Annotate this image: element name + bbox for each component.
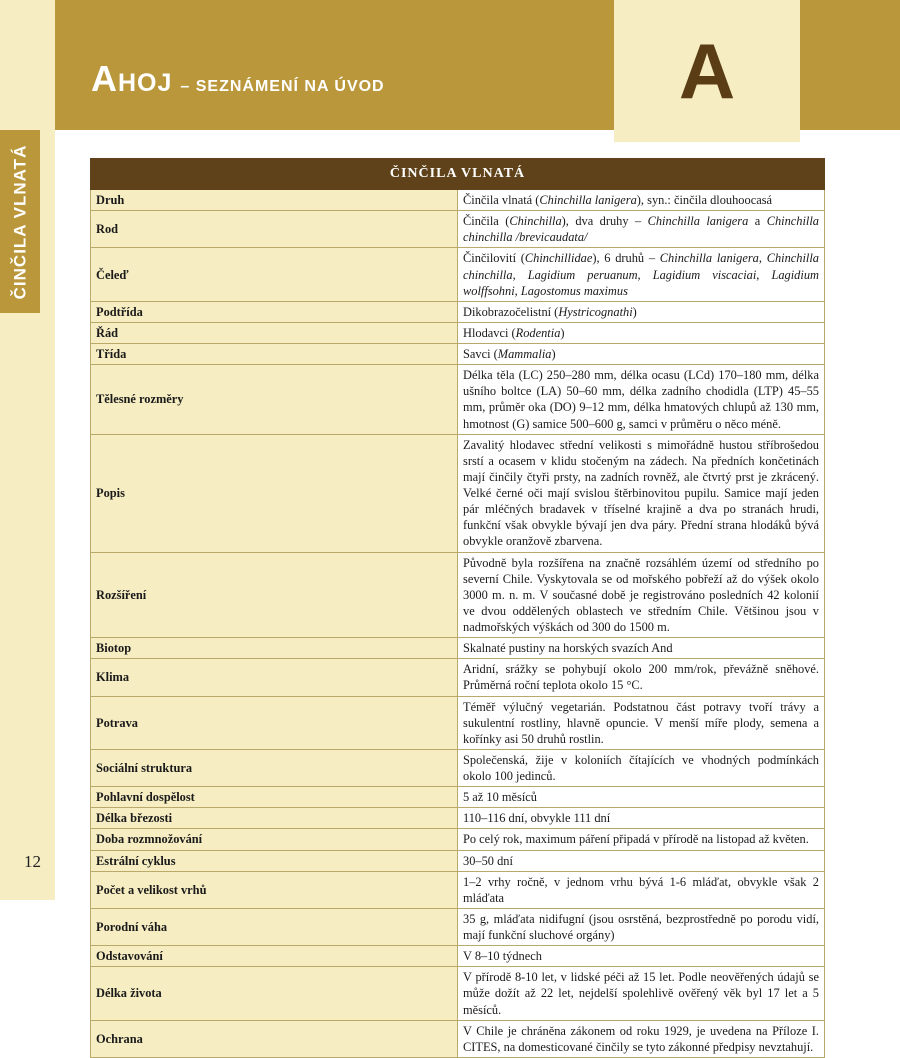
table-row bbox=[91, 908, 825, 945]
table-row bbox=[91, 946, 825, 967]
row-label: Ochrana bbox=[91, 1020, 458, 1057]
row-value: Společenská, žije v koloniích čítajících ve vhodných podmínkách okolo 100 jedinců. bbox=[458, 749, 825, 786]
row-label: Sociální struktura bbox=[91, 749, 458, 786]
row-label: Popis bbox=[91, 434, 458, 552]
row-value: Dikobrazočelistní (Hystricognathi) bbox=[458, 301, 825, 322]
table-row bbox=[91, 871, 825, 908]
table-row bbox=[91, 190, 825, 211]
chapter-letter-box bbox=[614, 0, 800, 142]
table-row bbox=[91, 434, 825, 552]
row-label: Třída bbox=[91, 344, 458, 365]
row-label: Klima bbox=[91, 659, 458, 696]
row-label: Druh bbox=[91, 190, 458, 211]
row-label: Řád bbox=[91, 322, 458, 343]
table-row bbox=[91, 808, 825, 829]
species-info-table bbox=[90, 158, 825, 1058]
row-label: Biotop bbox=[91, 638, 458, 659]
row-value: Aridní, srážky se pohybují okolo 200 mm/rok, převážně sněhové. Průměrná roční teplota okolo 15 °C. bbox=[458, 659, 825, 696]
page-title-sub: – SEZNÁMENÍ NA ÚVOD bbox=[180, 78, 385, 95]
row-label: Potrava bbox=[91, 696, 458, 749]
row-label: Porodní váha bbox=[91, 908, 458, 945]
page-title bbox=[91, 58, 385, 100]
row-value: 1–2 vrhy ročně, v jednom vrhu bývá 1-6 mláďat, obvykle však 2 mláďata bbox=[458, 871, 825, 908]
table-row bbox=[91, 787, 825, 808]
row-value: 110–116 dní, obvykle 111 dní bbox=[458, 808, 825, 829]
row-value: Činčila vlnatá (Chinchilla lanigera), syn.: činčila dlouhoocasá bbox=[458, 190, 825, 211]
row-value: Hlodavci (Rodentia) bbox=[458, 322, 825, 343]
table-row bbox=[91, 322, 825, 343]
side-chapter-tab bbox=[0, 130, 40, 313]
row-value: Po celý rok, maximum páření připadá v přírodě na listopad až květen. bbox=[458, 829, 825, 850]
row-label: Podtřída bbox=[91, 301, 458, 322]
table-row bbox=[91, 365, 825, 435]
row-value: Původně byla rozšířena na značně rozsáhlém území od středního po severní Chile. Vyskytovala se od mořského pobřeží až do výšek okolo 3000 m. n. m. V současné době je registrováno posledních 42 kolonií ve dvou oddělených oblastech ve středním Chile. Většinou jsou v nadmořských výškách od 300 do 1500 m. bbox=[458, 552, 825, 638]
row-label: Rozšíření bbox=[91, 552, 458, 638]
row-label: Pohlavní dospělost bbox=[91, 787, 458, 808]
table-row bbox=[91, 1020, 825, 1057]
table-row bbox=[91, 659, 825, 696]
page-title-main: Ahoj bbox=[91, 58, 173, 99]
table-row bbox=[91, 552, 825, 638]
chapter-letter: A bbox=[678, 27, 736, 115]
table-row bbox=[91, 638, 825, 659]
row-label: Odstavování bbox=[91, 946, 458, 967]
table-row bbox=[91, 248, 825, 301]
row-value: Délka těla (LC) 250–280 mm, délka ocasu (LCd) 170–180 mm, délka ušního boltce (LA) 50–60 mm, délka zadního chodidla (LTP) 45–55 mm, průměr oka (DO) 9–12 mm, délka hmatových chlupů až 130 mm, hmotnost (G) samice 500–600 g, samci v průměru o něco méně. bbox=[458, 365, 825, 435]
row-value: 35 g, mláďata nidifugní (jsou osrstěná, bezprostředně po porodu vidí, mají funkční sluchové orgány) bbox=[458, 908, 825, 945]
row-value: Činčila (Chinchilla), dva druhy – Chinchilla lanigera a Chinchilla chinchilla /brevicaudata/ bbox=[458, 211, 825, 248]
row-label: Délka březosti bbox=[91, 808, 458, 829]
row-label: Čeleď bbox=[91, 248, 458, 301]
table-title: ČINČILA VLNATÁ bbox=[91, 159, 825, 190]
row-value: 30–50 dní bbox=[458, 850, 825, 871]
row-value: V přírodě 8-10 let, v lidské péči až 15 let. Podle neověřených údajů se může dožít až 22 let, nejdelší spolehlivě ověřený věk byl 17 let a 5 měsíců. bbox=[458, 967, 825, 1020]
table-row bbox=[91, 749, 825, 786]
row-value: Činčilovití (Chinchillidae), 6 druhů – Chinchilla lanigera, Chinchilla chinchilla, Lagidium peruanum, Lagidium viscaciai, Lagidium wolffsohni, Lagostomus maximus bbox=[458, 248, 825, 301]
row-label: Délka života bbox=[91, 967, 458, 1020]
row-label: Tělesné rozměry bbox=[91, 365, 458, 435]
row-value: Zavalitý hlodavec střední velikosti s mimořádně hustou stříbrošedou srstí a ocasem v klidu stočeným na zádech. Na předních končetinách mají činčily čtyři prsty, na zadních rovněž, ale čtvrtý prst je zkrácený. Velké černé oči mají svislou štěrbinovitou pupilu. Samice mají jeden pár mléčných bradavek v tříselné krajině a dva po stranách hrudi, funkční však obvykle bývají jen dva páry. Přední strana hlodáků bývá obvykle oranžově zbarvena. bbox=[458, 434, 825, 552]
table-header-row bbox=[91, 159, 825, 190]
row-value: Téměř výlučný vegetarián. Podstatnou část potravy tvoří trávy a sukulentní rostliny, hlavně opuncie. V menší míře plody, semena a kořínky asi 50 druhů rostlin. bbox=[458, 696, 825, 749]
page-number: 12 bbox=[24, 852, 41, 871]
table-row bbox=[91, 211, 825, 248]
table-row bbox=[91, 829, 825, 850]
table-row bbox=[91, 850, 825, 871]
row-label: Počet a velikost vrhů bbox=[91, 871, 458, 908]
table-row bbox=[91, 967, 825, 1020]
row-value: Skalnaté pustiny na horských svazích And bbox=[458, 638, 825, 659]
row-label: Doba rozmnožování bbox=[91, 829, 458, 850]
table-row bbox=[91, 301, 825, 322]
table-row bbox=[91, 696, 825, 749]
side-tab-label: ČINČILA VLNATÁ bbox=[10, 144, 29, 299]
table-row bbox=[91, 344, 825, 365]
row-value: 5 až 10 měsíců bbox=[458, 787, 825, 808]
row-label: Rod bbox=[91, 211, 458, 248]
row-value: Savci (Mammalia) bbox=[458, 344, 825, 365]
row-label: Estrální cyklus bbox=[91, 850, 458, 871]
row-value: V 8–10 týdnech bbox=[458, 946, 825, 967]
row-value: V Chile je chráněna zákonem od roku 1929, je uvedena na Příloze I. CITES, na domesticované činčily se tyto zákonné předpisy nevztahují. bbox=[458, 1020, 825, 1057]
